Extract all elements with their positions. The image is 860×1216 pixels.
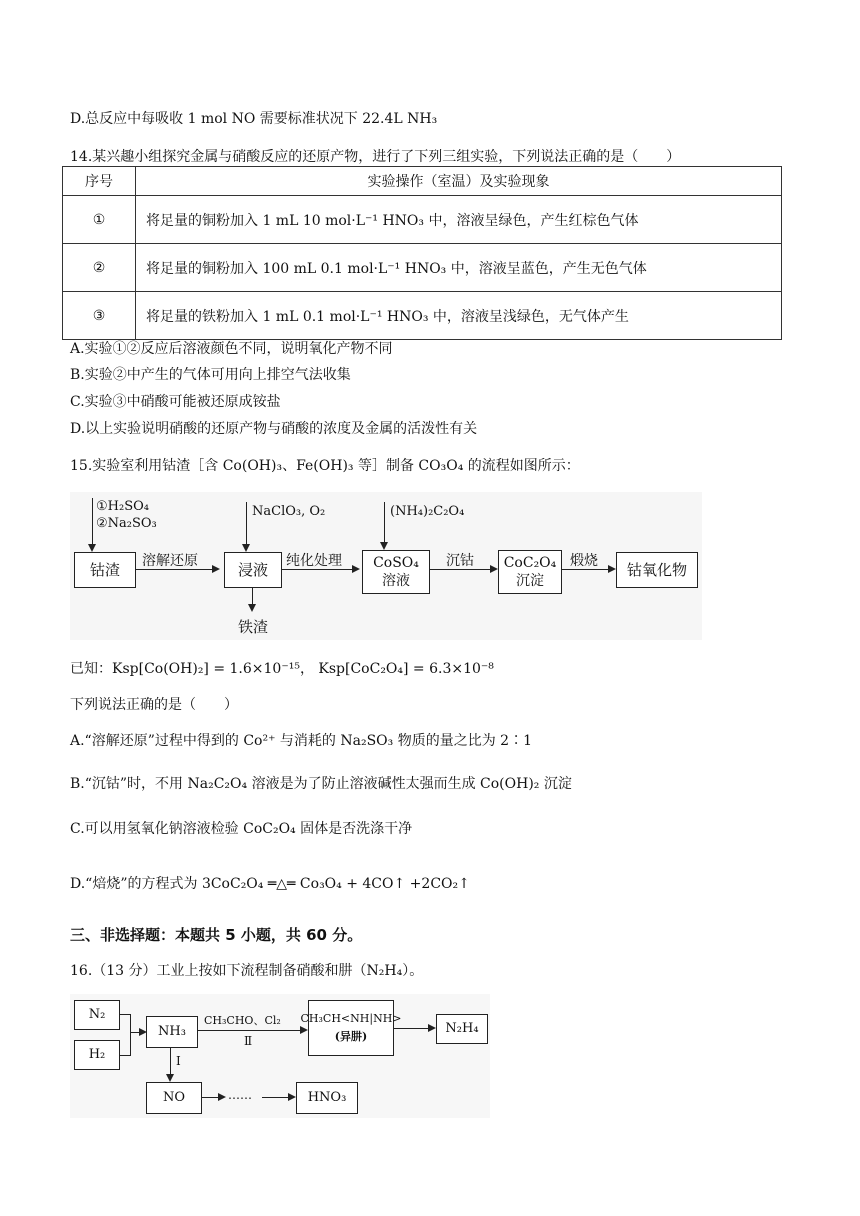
q14-stem: 14.某兴趣小组探究金属与硝酸反应的还原产物，进行了下列三组实验，下列说法正确的是（ ） <box>70 149 681 165</box>
dots-label: …… <box>228 1088 252 1102</box>
arrow-3 <box>430 569 496 570</box>
table-header-row <box>63 167 782 196</box>
reagent-label: CH₃CHO、Cl₂ <box>204 1014 281 1027</box>
q15-known: 已知：Ksp[Co(OH)₂] = 1.6×10⁻¹⁵， Ksp[CoC₂O₄] = 6.3×10⁻⁸ <box>70 661 494 677</box>
header-no: 序号 <box>63 167 136 196</box>
arrow-2 <box>282 569 358 570</box>
q15-flowchart <box>70 492 702 640</box>
q14-option-a: A.实验①②反应后溶液颜色不同，说明氧化产物不同 <box>70 341 393 357</box>
box-nh3: NH₃ <box>146 1016 198 1048</box>
box-cobalt-oxide: 钴氧化物 <box>616 552 698 588</box>
table-row <box>63 196 782 244</box>
reagents3-label: (NH₄)₂C₂O₄ <box>390 504 465 519</box>
step-purify-label: 纯化处理 <box>286 553 342 569</box>
step-calcine-label: 煅烧 <box>570 553 598 569</box>
box-n2: N₂ <box>74 1000 120 1030</box>
row-op: 将足量的铜粉加入 1 mL 10 mol·L⁻¹ HNO₃ 中，溶液呈绿色，产生红棕色气体 <box>136 196 782 244</box>
q13-option-d: D.总反应中每吸收 1 mol NO 需要标准状况下 22.4L NH₃ <box>70 111 438 127</box>
arrow-to-isohydrazine <box>198 1030 306 1031</box>
box-cobalt-residue: 钴渣 <box>74 552 136 588</box>
arrow-dots-hno3 <box>262 1097 294 1098</box>
box-coc2o4-precipitate: CoC₂O₄ 沉淀 <box>498 550 562 594</box>
arrow-no-dots <box>202 1097 224 1098</box>
arrow-to-no <box>170 1048 171 1080</box>
q14-table <box>62 166 782 340</box>
box-isohydrazine <box>300 1000 402 1056</box>
box-no: NO <box>146 1082 202 1114</box>
q15-ask: 下列说法正确的是（ ） <box>70 697 238 713</box>
header-op: 实验操作（室温）及实验现象 <box>136 167 782 196</box>
q15-option-a: A.“溶解还原”过程中得到的 Co²⁺ 与消耗的 Na₂SO₃ 物质的量之比为 2∶1 <box>70 733 532 749</box>
table-row <box>63 292 782 340</box>
reagents1-label: ①H₂SO₄ ②Na₂SO₃ <box>96 499 157 531</box>
q14-option-c: C.实验③中硝酸可能被还原成铵盐 <box>70 394 281 410</box>
arrow-reagent2 <box>246 502 247 550</box>
row-op: 将足量的铁粉加入 1 mL 0.1 mol·L⁻¹ HNO₃ 中，溶液呈浅绿色，无气体产生 <box>136 292 782 340</box>
box-h2: H₂ <box>74 1040 120 1070</box>
row-no: ① <box>63 196 136 244</box>
row-no: ② <box>63 244 136 292</box>
box-coso4-solution: CoSO₄ 溶液 <box>362 550 430 594</box>
iron-residue-label: 铁渣 <box>238 618 269 636</box>
q15-option-d: D.“焙烧”的方程式为 3CoC₂O₄ ═△═ Co₃O₄ + 4CO↑ +2CO₂↑ <box>70 876 470 892</box>
step-ii-label: Ⅱ <box>244 1034 253 1048</box>
arrow-to-nh3 <box>131 1032 145 1033</box>
step-i-label: Ⅰ <box>176 1054 181 1068</box>
arrow-reagent3 <box>384 502 385 548</box>
reagents2-label: NaClO₃, O₂ <box>252 504 326 519</box>
row-op: 将足量的铜粉加入 100 mL 0.1 mol·L⁻¹ HNO₃ 中，溶液呈蓝色，产生无色气体 <box>136 244 782 292</box>
step-dissolve-label: 溶解还原 <box>142 553 198 569</box>
table-row <box>63 244 782 292</box>
isohydrazine-name: (异肼) <box>334 1030 368 1043</box>
join-line <box>120 1014 131 1056</box>
row-no: ③ <box>63 292 136 340</box>
arrow-4 <box>562 569 614 570</box>
section-3-heading: 三、非选择题：本题共 5 小题，共 60 分。 <box>70 926 363 944</box>
arrow-iron-residue <box>252 588 253 610</box>
q14-option-b: B.实验②中产生的气体可用向上排空气法收集 <box>70 367 351 383</box>
q16-flowchart <box>70 994 490 1118</box>
box-leachate: 浸液 <box>224 552 282 588</box>
box-n2h4: N₂H₄ <box>436 1014 488 1044</box>
step-precipitate-label: 沉钴 <box>446 553 474 569</box>
q15-option-c: C.可以用氢氧化钠溶液检验 CoC₂O₄ 固体是否洗涤干净 <box>70 821 413 837</box>
box-hno3: HNO₃ <box>296 1082 358 1114</box>
q16-stem: 16.（13 分）工业上按如下流程制备硝酸和肼（N₂H₄）。 <box>70 963 424 979</box>
q14-option-d: D.以上实验说明硝酸的还原产物与硝酸的浓度及金属的活泼性有关 <box>70 421 478 437</box>
arrow-reagent1 <box>92 498 93 550</box>
q15-stem: 15.实验室利用钴渣［含 Co(OH)₃、Fe(OH)₃ 等］制备 CO₃O₄ 的流程如图所示： <box>70 458 580 474</box>
isohydrazine-formula: CH₃CH<NH|NH> <box>300 1012 402 1025</box>
q15-option-b: B.“沉钴”时，不用 Na₂C₂O₄ 溶液是为了防止溶液碱性太强而生成 Co(OH)₂ 沉淀 <box>70 776 572 792</box>
arrow-1 <box>136 569 218 570</box>
arrow-to-n2h4 <box>394 1028 434 1029</box>
